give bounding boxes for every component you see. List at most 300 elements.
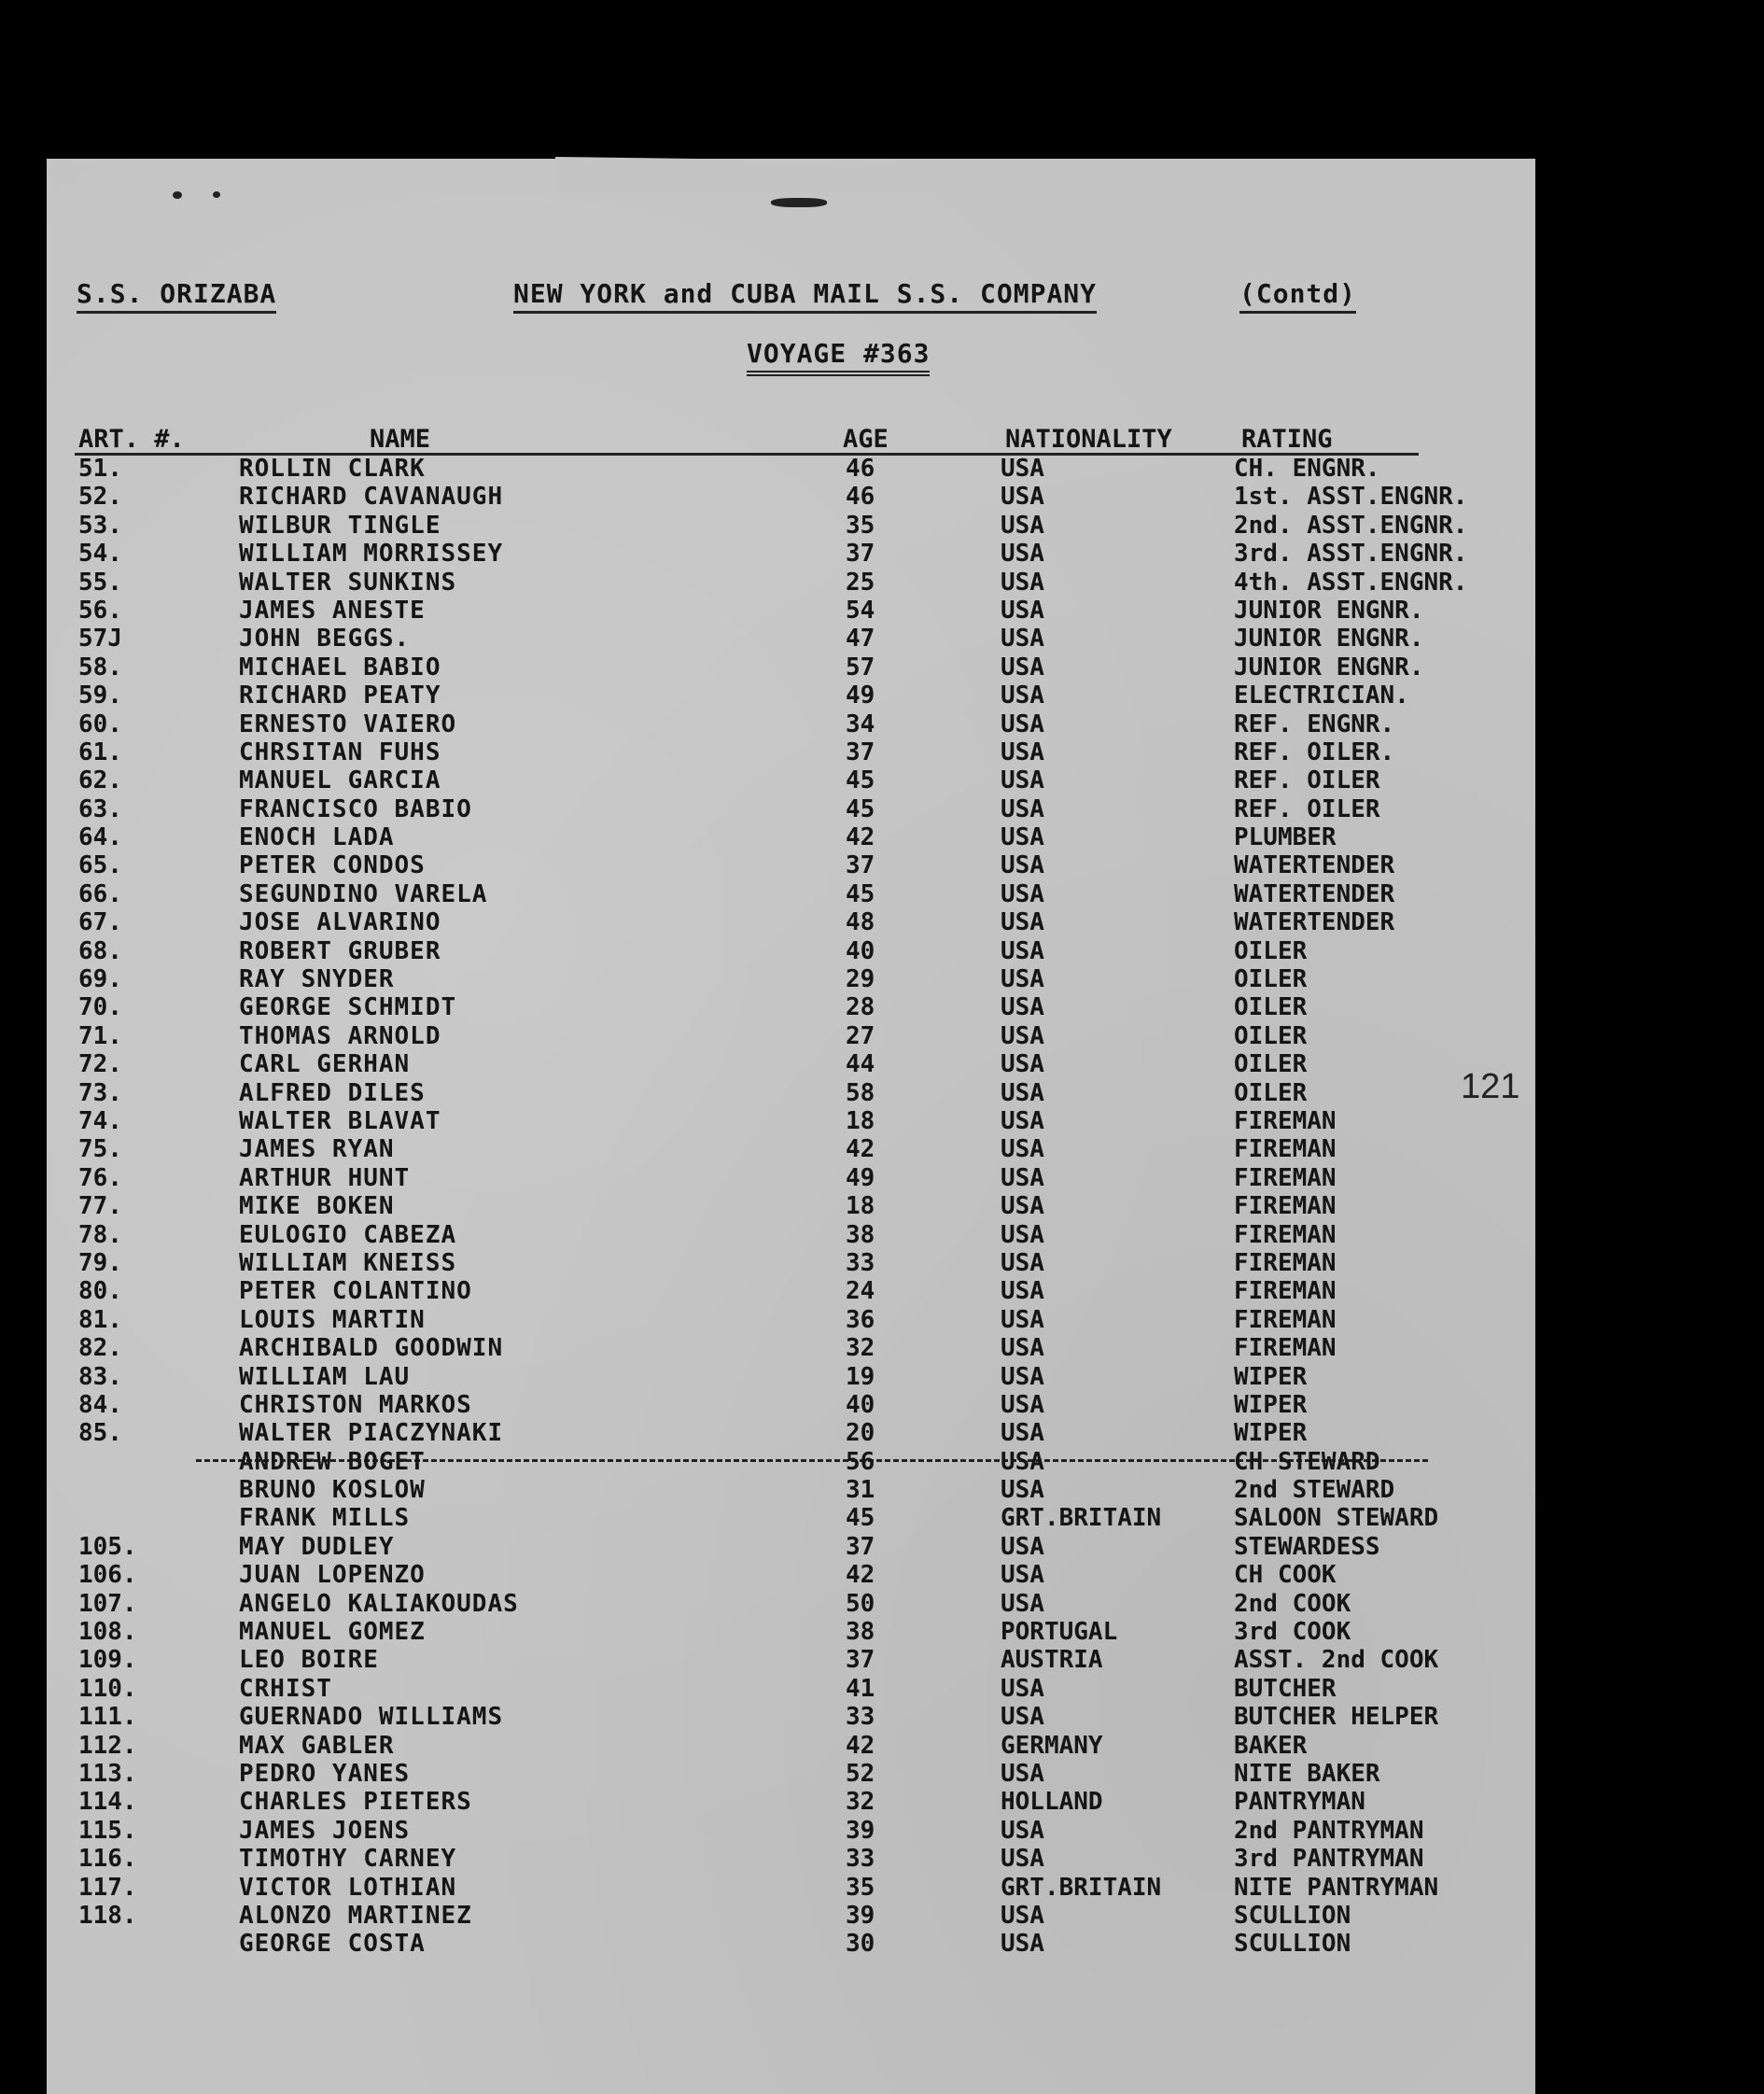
art-number: 80. [78, 1277, 122, 1306]
crew-name: RICHARD PEATY [239, 682, 441, 710]
crew-age: 33 [846, 1845, 875, 1874]
art-number: 74. [78, 1106, 122, 1135]
art-number: 106. [78, 1561, 137, 1590]
crew-age: 37 [846, 738, 875, 766]
crew-nationality: USA [1001, 1220, 1044, 1249]
crew-rating: 3rd COOK [1234, 1618, 1351, 1647]
table-row [0, 483, 1764, 511]
crew-rating: BAKER [1234, 1731, 1308, 1760]
table-row [0, 540, 1764, 568]
art-number: 116. [78, 1845, 137, 1874]
crew-nationality: HOLLAND [1001, 1788, 1103, 1817]
crew-rating: FIREMAN [1234, 1277, 1337, 1306]
crew-nationality: USA [1001, 1759, 1044, 1788]
art-number: 115. [78, 1816, 137, 1845]
crew-rating: CH. ENGNR. [1234, 455, 1380, 483]
crew-age: 36 [846, 1305, 875, 1334]
crew-name: MICHAEL BABIO [239, 653, 441, 682]
crew-nationality: USA [1001, 710, 1044, 738]
art-number: 77. [78, 1192, 122, 1221]
art-number: 118. [78, 1901, 137, 1930]
table-row [0, 1249, 1764, 1277]
crew-age: 45 [846, 766, 875, 795]
crew-rating: CH STEWARD [1234, 1447, 1380, 1476]
crew-name: ARCHIBALD GOODWIN [239, 1334, 504, 1363]
crew-nationality: USA [1001, 1334, 1044, 1363]
crew-rating: FIREMAN [1234, 1163, 1337, 1192]
crew-nationality: USA [1001, 936, 1044, 965]
art-number: 114. [78, 1788, 137, 1817]
crew-name: ERNESTO VAIERO [239, 710, 457, 738]
crew-name: MANUEL GOMEZ [239, 1618, 426, 1647]
table-row [0, 1646, 1764, 1674]
art-number: 56. [78, 596, 122, 625]
crew-nationality: USA [1001, 1447, 1044, 1476]
crew-nationality: USA [1001, 1078, 1044, 1107]
crew-age: 30 [846, 1930, 875, 1959]
crew-nationality: USA [1001, 483, 1044, 512]
crew-age: 35 [846, 1873, 875, 1902]
crew-name: WILLIAM KNEISS [239, 1248, 457, 1277]
crew-age: 39 [846, 1816, 875, 1845]
table-row [0, 512, 1764, 540]
table-row [0, 682, 1764, 710]
crew-rating: SCULLION [1234, 1930, 1351, 1959]
art-number: 107. [78, 1589, 137, 1618]
art-number: 54. [78, 540, 122, 569]
crew-age: 33 [846, 1703, 875, 1732]
crew-nationality: USA [1001, 1703, 1044, 1732]
crew-name: GEORGE SCHMIDT [239, 993, 457, 1022]
art-number: 61. [78, 738, 122, 766]
art-number: 59. [78, 682, 122, 710]
table-row [0, 1930, 1764, 1958]
crew-age: 35 [846, 511, 875, 540]
crew-rating: JUNIOR ENGNR. [1234, 653, 1424, 682]
crew-name: LEO BOIRE [239, 1646, 379, 1675]
crew-age: 34 [846, 710, 875, 738]
crew-rating: WATERTENDER [1234, 879, 1395, 908]
crew-name: CHRSITAN FUHS [239, 738, 441, 766]
table-row [0, 1817, 1764, 1845]
crew-age: 46 [846, 455, 875, 483]
crew-age: 52 [846, 1759, 875, 1788]
crew-nationality: USA [1001, 908, 1044, 937]
column-header-age: AGE [843, 425, 889, 454]
table-row [0, 1107, 1764, 1135]
crew-name: FRANCISCO BABIO [239, 794, 472, 823]
crew-name: WILLIAM MORRISSEY [239, 540, 504, 569]
art-number: 109. [78, 1646, 137, 1675]
art-number: 85. [78, 1419, 122, 1448]
table-row [0, 653, 1764, 682]
table-row [0, 1845, 1764, 1873]
crew-nationality: USA [1001, 1163, 1044, 1192]
table-row [0, 597, 1764, 625]
table-row [0, 710, 1764, 738]
crew-rating: JUNIOR ENGNR. [1234, 596, 1424, 625]
crew-rating: BUTCHER [1234, 1674, 1337, 1703]
crew-rating: JUNIOR ENGNR. [1234, 625, 1424, 653]
crew-rating: OILER [1234, 1050, 1308, 1079]
crew-name: JAMES JOENS [239, 1816, 411, 1845]
table-row [0, 1221, 1764, 1249]
crew-age: 19 [846, 1362, 875, 1391]
crew-nationality: USA [1001, 625, 1044, 653]
crew-rating: WIPER [1234, 1390, 1308, 1419]
crew-name: ALONZO MARTINEZ [239, 1901, 472, 1930]
table-row [0, 1363, 1764, 1391]
crew-age: 20 [846, 1419, 875, 1448]
crew-nationality: USA [1001, 965, 1044, 994]
crew-nationality: USA [1001, 653, 1044, 682]
crew-rating: REF. OILER. [1234, 738, 1395, 766]
crew-rating: WATERTENDER [1234, 851, 1395, 880]
table-row [0, 1561, 1764, 1589]
crew-name: WALTER BLAVAT [239, 1106, 441, 1135]
table-row [0, 766, 1764, 794]
crew-age: 42 [846, 1135, 875, 1164]
crew-age: 39 [846, 1901, 875, 1930]
table-row [0, 738, 1764, 766]
crew-rating: FIREMAN [1234, 1220, 1337, 1249]
crew-name: ROBERT GRUBER [239, 936, 441, 965]
crew-age: 37 [846, 1646, 875, 1675]
crew-name: GUERNADO WILLIAMS [239, 1703, 504, 1732]
art-number: 67. [78, 908, 122, 937]
crew-rating: OILER [1234, 936, 1308, 965]
crew-nationality: USA [1001, 1476, 1044, 1505]
crew-nationality: USA [1001, 1930, 1044, 1959]
art-number: 108. [78, 1618, 137, 1647]
crew-name: WALTER SUNKINS [239, 568, 457, 597]
crew-rating: NITE BAKER [1234, 1759, 1380, 1788]
art-number: 117. [78, 1873, 137, 1902]
crew-name: JUAN LOPENZO [239, 1561, 426, 1590]
art-number: 53. [78, 511, 122, 540]
table-row [0, 455, 1764, 483]
crew-nationality: USA [1001, 1845, 1044, 1874]
crew-name: WILLIAM LAU [239, 1362, 411, 1391]
crew-age: 45 [846, 879, 875, 908]
crew-age: 40 [846, 1390, 875, 1419]
crew-name: PETER COLANTINO [239, 1277, 472, 1306]
crew-age: 40 [846, 936, 875, 965]
art-number: 55. [78, 568, 122, 597]
art-number: 113. [78, 1759, 137, 1788]
crew-age: 49 [846, 1163, 875, 1192]
crew-age: 24 [846, 1277, 875, 1306]
crew-age: 45 [846, 1504, 875, 1533]
crew-age: 28 [846, 993, 875, 1022]
crew-age: 38 [846, 1220, 875, 1249]
crew-name: TIMOTHY CARNEY [239, 1845, 457, 1874]
punch-mark [213, 191, 220, 198]
art-number: 76. [78, 1163, 122, 1192]
crew-age: 41 [846, 1674, 875, 1703]
table-row [0, 1022, 1764, 1050]
crew-age: 37 [846, 540, 875, 569]
crew-rating: ELECTRICIAN. [1234, 682, 1409, 710]
table-row [0, 993, 1764, 1021]
crew-rating: 2nd COOK [1234, 1589, 1351, 1618]
crew-name: LOUIS MARTIN [239, 1305, 426, 1334]
crew-rating: PANTRYMAN [1234, 1788, 1365, 1817]
crew-age: 31 [846, 1476, 875, 1505]
crew-name: GEORGE COSTA [239, 1930, 426, 1959]
crew-nationality: USA [1001, 766, 1044, 795]
crew-nationality: USA [1001, 455, 1044, 483]
crew-name: CRHIST [239, 1674, 332, 1703]
crew-age: 49 [846, 682, 875, 710]
column-header-name: NAME [370, 425, 431, 454]
crew-age: 47 [846, 625, 875, 653]
crew-name: JOSE ALVARINO [239, 908, 441, 937]
crew-name: MANUEL GARCIA [239, 766, 441, 795]
crew-rating: REF. OILER [1234, 794, 1380, 823]
crew-rating: OILER [1234, 1021, 1308, 1050]
crew-rating: STEWARDESS [1234, 1532, 1380, 1561]
crew-nationality: USA [1001, 1106, 1044, 1135]
crew-rating: 3rd. ASST.ENGNR. [1234, 540, 1468, 569]
art-number: 111. [78, 1703, 137, 1732]
crew-rating: 2nd. ASST.ENGNR. [1234, 511, 1468, 540]
table-row [0, 880, 1764, 908]
crew-name: MIKE BOKEN [239, 1192, 395, 1221]
crew-rating: REF. OILER [1234, 766, 1380, 795]
crew-name: JOHN BEGGS. [239, 625, 411, 653]
art-number: 112. [78, 1731, 137, 1760]
crew-age: 42 [846, 823, 875, 852]
crew-age: 42 [846, 1731, 875, 1760]
crew-rating: FIREMAN [1234, 1192, 1337, 1221]
crew-age: 18 [846, 1106, 875, 1135]
crew-nationality: USA [1001, 1248, 1044, 1277]
table-row [0, 1703, 1764, 1731]
crew-name: CHRISTON MARKOS [239, 1390, 472, 1419]
art-number: 51. [78, 455, 122, 483]
table-row [0, 1334, 1764, 1362]
art-number: 71. [78, 1021, 122, 1050]
crew-name: WALTER PIACZYNAKI [239, 1419, 504, 1448]
art-number: 57J [78, 625, 122, 653]
crew-rating: FIREMAN [1234, 1305, 1337, 1334]
crew-name: VICTOR LOTHIAN [239, 1873, 457, 1902]
ink-blot [771, 198, 827, 207]
crew-name: ROLLIN CLARK [239, 455, 426, 483]
crew-name: ANDREW BOGET [239, 1447, 426, 1476]
crew-nationality: USA [1001, 1532, 1044, 1561]
art-number: 75. [78, 1135, 122, 1164]
crew-nationality: USA [1001, 823, 1044, 852]
crew-age: 45 [846, 794, 875, 823]
crew-rating: 4th. ASST.ENGNR. [1234, 568, 1468, 597]
table-row [0, 1306, 1764, 1334]
crew-rating: FIREMAN [1234, 1334, 1337, 1363]
company-name: NEW YORK and CUBA MAIL S.S. COMPANY [513, 278, 1097, 309]
crew-rating: OILER [1234, 965, 1308, 994]
crew-name: WILBUR TINGLE [239, 511, 441, 540]
crew-age: 29 [846, 965, 875, 994]
crew-age: 33 [846, 1248, 875, 1277]
crew-age: 48 [846, 908, 875, 937]
table-row [0, 1902, 1764, 1930]
crew-name: RICHARD CAVANAUGH [239, 483, 504, 512]
art-number: 58. [78, 653, 122, 682]
crew-age: 56 [846, 1447, 875, 1476]
table-row [0, 1618, 1764, 1646]
table-row [0, 1192, 1764, 1220]
crew-name: PEDRO YANES [239, 1759, 411, 1788]
crew-rating: WATERTENDER [1234, 908, 1395, 937]
table-row [0, 1277, 1764, 1305]
crew-rating: 2nd PANTRYMAN [1234, 1816, 1424, 1845]
crew-rating: SALOON STEWARD [1234, 1504, 1439, 1533]
crew-rating: OILER [1234, 993, 1308, 1022]
art-number: 83. [78, 1362, 122, 1391]
crew-rating: WIPER [1234, 1362, 1308, 1391]
crew-rating: FIREMAN [1234, 1106, 1337, 1135]
crew-name: BRUNO KOSLOW [239, 1476, 426, 1505]
crew-rating: 2nd STEWARD [1234, 1476, 1395, 1505]
crew-name: FRANK MILLS [239, 1504, 411, 1533]
crew-nationality: GRT.BRITAIN [1001, 1504, 1162, 1533]
crew-nationality: USA [1001, 794, 1044, 823]
ship-name: S.S. ORIZABA [77, 278, 276, 309]
table-row [0, 1675, 1764, 1703]
table-row [0, 1391, 1764, 1419]
crew-name: EULOGIO CABEZA [239, 1220, 457, 1249]
crew-name: CHARLES PIETERS [239, 1788, 472, 1817]
crew-nationality: AUSTRIA [1001, 1646, 1103, 1675]
art-number: 73. [78, 1078, 122, 1107]
crew-name: RAY SNYDER [239, 965, 395, 994]
art-number: 70. [78, 993, 122, 1022]
crew-rating: OILER [1234, 1078, 1308, 1107]
crew-nationality: USA [1001, 1277, 1044, 1306]
crew-age: 18 [846, 1192, 875, 1221]
crew-nationality: GERMANY [1001, 1731, 1103, 1760]
crew-table [0, 455, 1764, 1959]
crew-nationality: USA [1001, 1390, 1044, 1419]
crew-name: ANGELO KALIAKOUDAS [239, 1589, 519, 1618]
crew-nationality: USA [1001, 1901, 1044, 1930]
crew-name: PETER CONDOS [239, 851, 426, 880]
table-row [0, 1788, 1764, 1816]
crew-rating: CH COOK [1234, 1561, 1337, 1590]
crew-age: 42 [846, 1561, 875, 1590]
art-number: 66. [78, 879, 122, 908]
crew-rating: NITE PANTRYMAN [1234, 1873, 1439, 1902]
crew-name: ENOCH LADA [239, 823, 395, 852]
crew-rating: PLUMBER [1234, 823, 1337, 852]
crew-nationality: USA [1001, 1419, 1044, 1448]
crew-name: THOMAS ARNOLD [239, 1021, 441, 1050]
table-row [0, 851, 1764, 879]
crew-rating: WIPER [1234, 1419, 1308, 1448]
column-header-rating: RATING [1241, 425, 1333, 454]
crew-nationality: USA [1001, 993, 1044, 1022]
table-row [0, 569, 1764, 597]
crew-nationality: USA [1001, 511, 1044, 540]
table-row [0, 908, 1764, 936]
crew-nationality: USA [1001, 1674, 1044, 1703]
crew-rating: 3rd PANTRYMAN [1234, 1845, 1424, 1874]
crew-rating: REF. ENGNR. [1234, 710, 1395, 738]
art-number: 69. [78, 965, 122, 994]
table-row [0, 1476, 1764, 1504]
table-row [0, 1164, 1764, 1192]
art-number: 65. [78, 851, 122, 880]
table-row [0, 1533, 1764, 1561]
crew-nationality: USA [1001, 1135, 1044, 1164]
column-header-art: ART. #. [78, 425, 185, 454]
crew-rating: ASST. 2nd COOK [1234, 1646, 1439, 1675]
table-row [0, 1504, 1764, 1532]
art-number: 84. [78, 1390, 122, 1419]
table-row [0, 1760, 1764, 1788]
crew-nationality: USA [1001, 1021, 1044, 1050]
table-row [0, 965, 1764, 993]
continued-label: (Contd) [1239, 278, 1356, 309]
crew-age: 44 [846, 1050, 875, 1079]
crew-nationality: USA [1001, 682, 1044, 710]
art-number: 81. [78, 1305, 122, 1334]
crew-nationality: USA [1001, 1362, 1044, 1391]
table-row [0, 795, 1764, 823]
crew-age: 46 [846, 483, 875, 512]
crew-nationality: GRT.BRITAIN [1001, 1873, 1162, 1902]
crew-nationality: USA [1001, 1050, 1044, 1079]
art-number: 52. [78, 483, 122, 512]
crew-age: 58 [846, 1078, 875, 1107]
crew-age: 37 [846, 1532, 875, 1561]
crew-age: 25 [846, 568, 875, 597]
voyage-number: VOYAGE #363 [747, 338, 930, 369]
crew-age: 27 [846, 1021, 875, 1050]
crew-nationality: USA [1001, 738, 1044, 766]
table-row [0, 1732, 1764, 1760]
table-row [0, 937, 1764, 965]
crew-rating: FIREMAN [1234, 1248, 1337, 1277]
crew-name: JAMES RYAN [239, 1135, 395, 1164]
column-header-nationality: NATIONALITY [1005, 425, 1172, 454]
crew-age: 37 [846, 851, 875, 880]
art-number: 110. [78, 1674, 137, 1703]
art-number: 68. [78, 936, 122, 965]
crew-name: ALFRED DILES [239, 1078, 426, 1107]
art-number: 72. [78, 1050, 122, 1079]
crew-name: SEGUNDINO VARELA [239, 879, 488, 908]
crew-age: 32 [846, 1334, 875, 1363]
crew-name: CARL GERHAN [239, 1050, 411, 1079]
crew-nationality: USA [1001, 596, 1044, 625]
art-number: 82. [78, 1334, 122, 1363]
table-row [0, 1590, 1764, 1618]
crew-rating: SCULLION [1234, 1901, 1351, 1930]
crew-nationality: USA [1001, 568, 1044, 597]
crew-nationality: PORTUGAL [1001, 1618, 1118, 1647]
crew-rating: BUTCHER HELPER [1234, 1703, 1439, 1732]
crew-name: JAMES ANESTE [239, 596, 426, 625]
art-number: 63. [78, 794, 122, 823]
art-number: 105. [78, 1532, 137, 1561]
crew-age: 57 [846, 653, 875, 682]
page-number: 121 [1461, 1067, 1520, 1106]
art-number: 64. [78, 823, 122, 852]
art-number: 62. [78, 766, 122, 795]
crew-nationality: USA [1001, 1561, 1044, 1590]
